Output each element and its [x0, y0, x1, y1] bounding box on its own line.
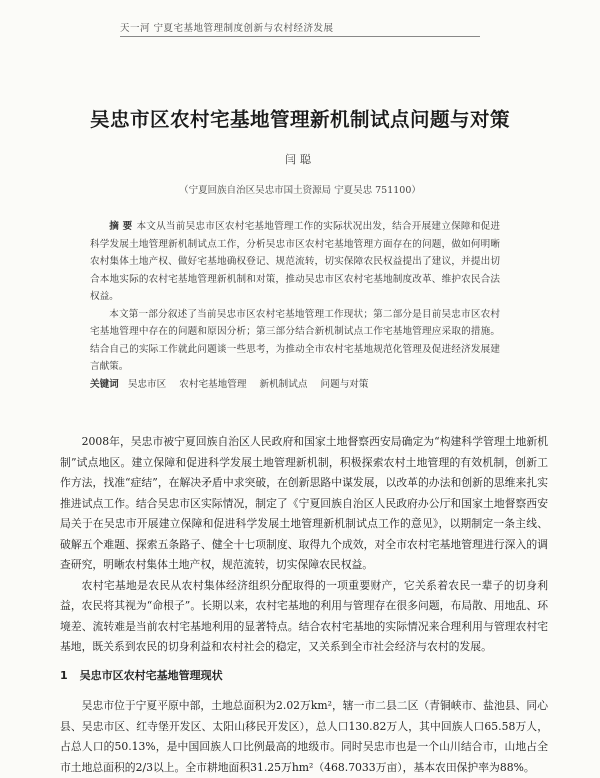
abstract-paragraph: 本文第一部分叙述了当前吴忠市区农村宅基地管理工作现状；第二部分是目前吴忠市区农村宅基地管理中存在的问题和原因分析；第三部分结合新机制试点工作宅基地管理应采取的措施。结合自己的实际工作就此问题谈一些思考，为推动全市农村宅基地规范化管理及促进经济发展建言献策。 [90, 308, 500, 372]
keywords-line [90, 376, 500, 394]
abstract-block [90, 218, 500, 393]
keyword: 农村宅基地管理 [179, 378, 247, 390]
body-paragraph: 农村宅基地是农民从农村集体经济组织分配取得的一项重要财产，它关系着农民一辈子的切身利益，农民将其视为“命根子”。长期以来，农村宅基地的利用与管理存在很多问题，布局散、用地乱、环境差、流转难是当前农村宅基地利用的显著特点。结合农村宅基地的实际情况来合理利用与管理农村宅基地，既关系到农民的切身利益和农村社会的稳定，又关系到全市社会经济与农村的发展。 [60, 578, 548, 653]
keyword: 吴忠市区 [127, 378, 167, 390]
body-text [60, 432, 548, 778]
keywords-label: 关键词 [90, 378, 119, 390]
section-title: 吴忠市区农村宅基地管理现状 [79, 668, 223, 682]
section-heading [60, 666, 548, 687]
keyword: 问题与对策 [320, 378, 369, 390]
author-affiliation: （宁夏回族自治区吴忠市国土资源局 宁夏吴忠 751100） [179, 185, 421, 196]
running-head: 天一河 宁夏宅基地管理制度创新与农村经济发展 [120, 20, 480, 37]
abstract-label: 摘 要 [109, 221, 133, 232]
abstract-paragraph [90, 218, 500, 306]
paper-title: 吴忠市区农村宅基地管理新机制试点问题与对策 [89, 108, 510, 131]
author-name: 闫聪 [285, 153, 315, 166]
body-paragraph: 2008年，吴忠市被宁夏回族自治区人民政府和国家土地督察西安局确定为“构建科学管理土地新机制”试点地区。建立保障和促进科学发展土地管理新机制，积极探索农村土地管理的有效机制，创新工作方法，找准“症结”，在解决矛盾中求突破，在创新思路中谋发展，以改革的办法和创新的思维来扎实推进试点工作。结合吴忠市区实际情况，制定了《宁夏回族自治区人民政府办公厅和国家土地督察西安局关于在吴忠市开展建立保障和促进科学发展土地管理新机制试点工作的意见》，以期制定一条主线、破解五个难题、探索五条路子、健全十七项制度、取得九个成效，对全市农村宅基地管理进行深入的调查研究，明晰农村集体土地产权，规范流转，切实保障农民权益。 [60, 435, 548, 571]
section-number: 1 [60, 668, 68, 682]
keyword: 新机制试点 [259, 378, 308, 390]
body-paragraph: 吴忠市位于宁夏平原中部，土地总面积为2.02万km²，辖一市二县二区（青铜峡市、盐池县、同心县、吴忠市区、红寺堡开发区、太阳山移民开发区），总人口130.82万人，其中回族人口65.58万人，占总人口的50.13%，是中国回族人口比例最高的地级市。同时吴忠市也是一个山川结合市，山地占全市土地总面积的2/3以上。全市耕地面积31.25万hm²（468.7033万亩），基本农田保护率为88%。 [60, 699, 548, 774]
abstract-text-1: 本文从当前吴忠市区农村宅基地管理工作的实际状况出发，结合开展建立保障和促进科学发展土地管理新机制试点工作，分析吴忠市区农村宅基地管理方面存在的问题，做如何明晰农村集体土地产权、做好宅基地确权登记、规范流转，切实保障农民权益提出了建议，并提出切合本地实际的农村宅基地管理新机制和对策，推动吴忠市区农村宅基地制度改革、维护农民合法权益。 [90, 221, 501, 302]
